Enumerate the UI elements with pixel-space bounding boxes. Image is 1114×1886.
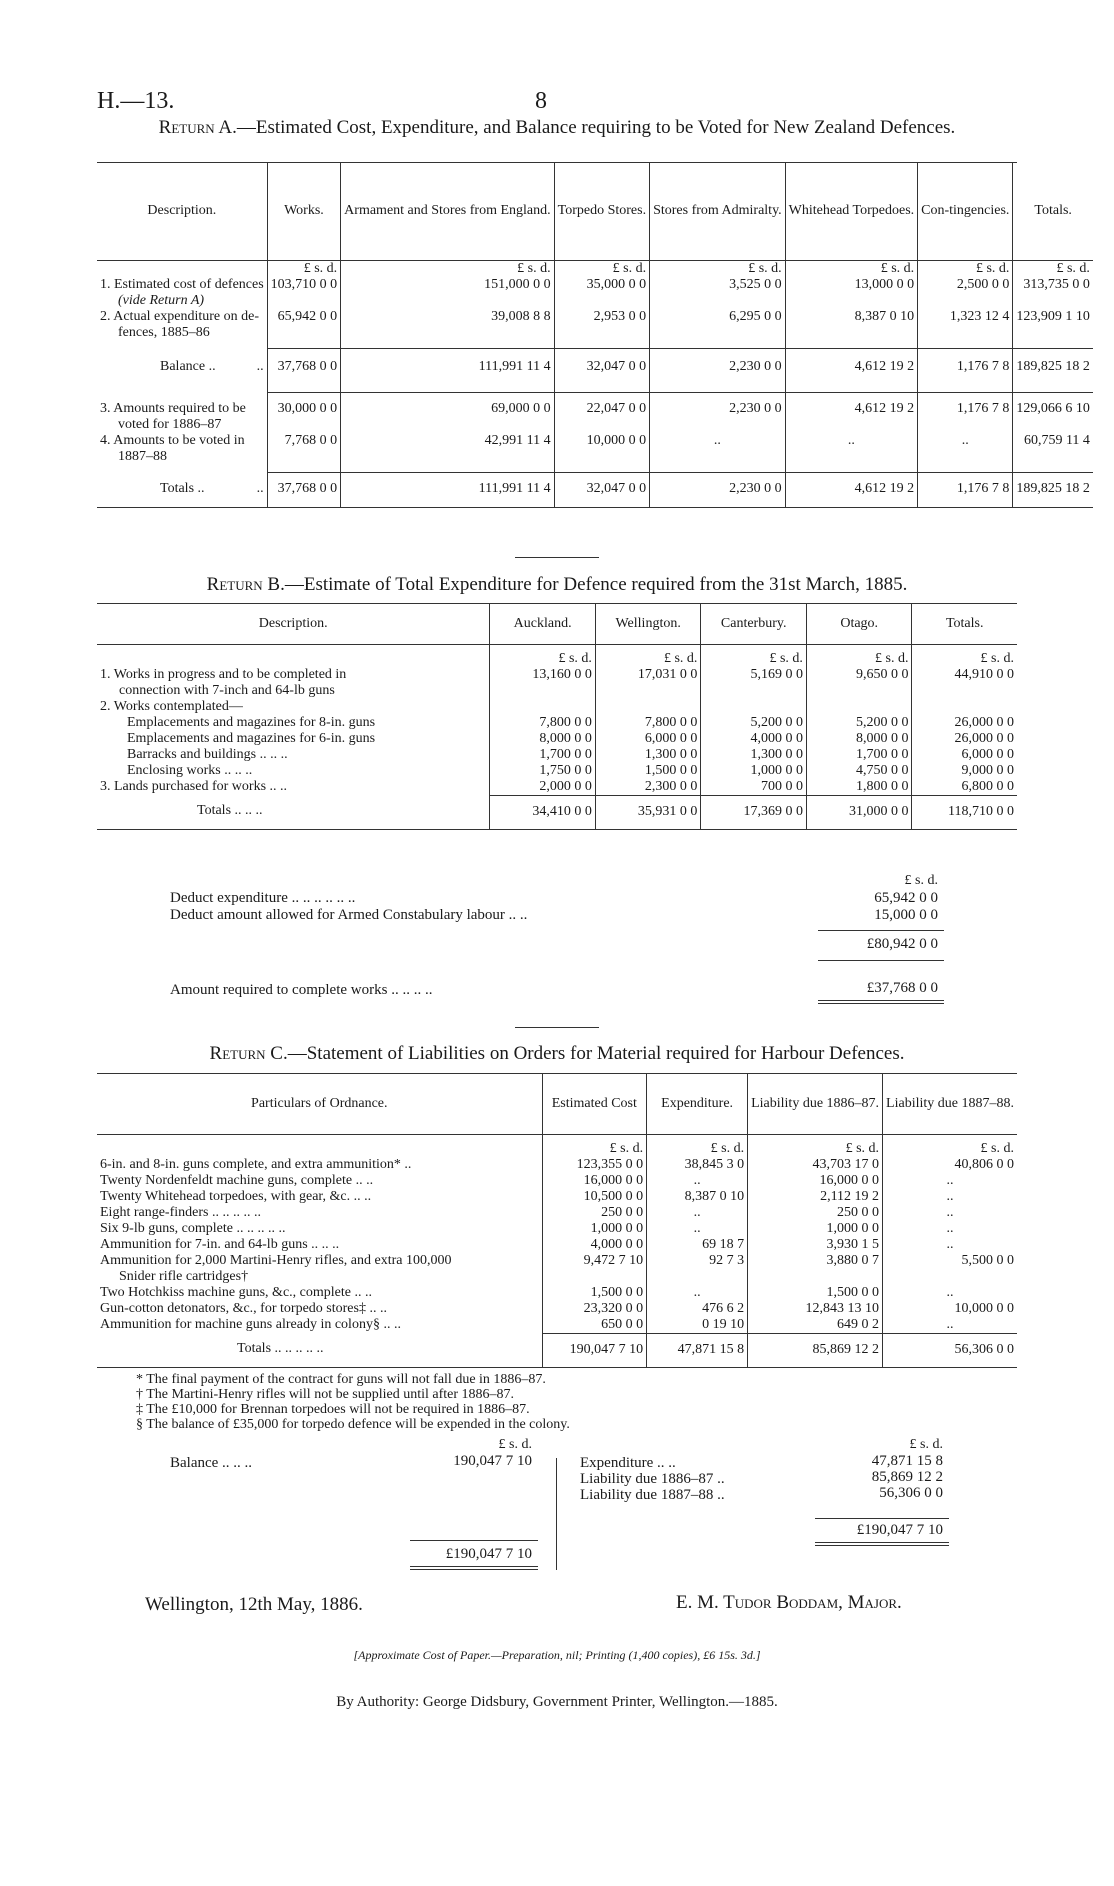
balance-value: 190,047 7 10: [453, 1453, 532, 1469]
balance-label: Balance .. .. ..: [170, 1455, 253, 1471]
deduct-constabulary-label: Deduct amount allowed for Armed Constabulary labour .. ..: [170, 907, 528, 923]
cell: ..: [647, 1205, 748, 1221]
table-row: [97, 1317, 1017, 1334]
table-row: [97, 731, 1017, 747]
page-number: 8: [535, 88, 547, 114]
table-row: [97, 795, 1017, 830]
col-wellington: Wellington.: [595, 604, 701, 644]
place-date: Wellington, 12th May, 1886.: [145, 1594, 363, 1615]
table-row: [97, 433, 1093, 473]
cell: 3,525 0 0: [650, 277, 786, 309]
balance-right-total: £190,047 7 10: [856, 1522, 943, 1538]
cell: 92 7 3: [647, 1253, 748, 1269]
cell: 4,612 19 2: [785, 473, 918, 508]
row-desc: Ammunition for 2,000 Martini-Henry rifles, and extra 100,000: [100, 1252, 452, 1268]
deduct-values: [810, 890, 938, 924]
cell: 35,931 0 0: [595, 795, 701, 830]
footnote: § The balance of £35,000 for torpedo defence will be expended in the colony.: [136, 1417, 570, 1432]
cell: ..: [647, 1285, 748, 1301]
cell: 12,843 13 10: [748, 1301, 883, 1317]
cell: ..: [883, 1205, 1017, 1221]
cell: 23,320 0 0: [542, 1301, 647, 1317]
row-desc: connection with 7-inch and 64-lb guns: [119, 682, 335, 698]
row-desc: Barracks and buildings .. .. ..: [127, 746, 288, 762]
amount-required-value: £37,768 0 0: [866, 980, 938, 996]
row-desc: Six 9-lb guns, complete .. .. .. .. ..: [100, 1220, 286, 1236]
cell: 9,472 7 10: [542, 1253, 647, 1269]
table-row: [97, 1237, 1017, 1253]
table-row: [97, 1253, 1017, 1269]
cell: 118,710 0 0: [912, 795, 1017, 830]
cell: 7,768 0 0: [267, 433, 341, 473]
row-desc: 1. Works in progress and to be completed in: [100, 666, 347, 682]
row-desc: 3. Amounts required to be: [100, 400, 246, 416]
return-a-title: [97, 117, 1017, 138]
units-label: £ s. d.: [748, 1134, 883, 1157]
deduct-expenditure-value: 65,942 0 0: [874, 890, 938, 906]
table-row: [97, 473, 1093, 508]
row-desc: Ammunition for 7-in. and 64-lb guns .. .. ..: [100, 1236, 340, 1252]
return-a-table: [97, 163, 1093, 508]
units-label: £ s. d.: [647, 1134, 748, 1157]
cell: 151,000 0 0: [341, 277, 554, 309]
totals-label: Totals .. .. .. .. ..: [97, 1333, 542, 1368]
cell: 6,295 0 0: [650, 309, 786, 349]
table-row: [97, 1221, 1017, 1237]
balance-item-label: Liability due 1887–88 ..: [580, 1487, 725, 1503]
cell: 250 0 0: [748, 1205, 883, 1221]
table-row: [97, 1285, 1017, 1301]
row-desc-sub: 1887–88: [118, 448, 167, 464]
cell: 43,703 17 0: [748, 1157, 883, 1173]
cell: 2,230 0 0: [650, 393, 786, 433]
cell: 44,910 0 0: [912, 667, 1017, 683]
row-desc: 2. Works contemplated—: [100, 698, 243, 714]
cell: 32,047 0 0: [554, 473, 649, 508]
return-c-title: [97, 1043, 1017, 1064]
cell: ..: [647, 1173, 748, 1189]
cell: 250 0 0: [542, 1205, 647, 1221]
cell: 1,323 12 4: [918, 309, 1013, 349]
cell: 13,160 0 0: [490, 667, 596, 683]
footnotes: [136, 1372, 570, 1432]
cell: 3,880 0 7: [748, 1253, 883, 1269]
return-b-prefix: Return: [206, 574, 263, 595]
col-estimated-cost: Estimated Cost: [542, 1074, 647, 1134]
table-row: [97, 1269, 1017, 1285]
document-code: H.—13.: [97, 88, 175, 114]
col-armament: Armament and Stores from England.: [341, 163, 554, 260]
units-label: £ s. d.: [806, 644, 912, 667]
cell: ..: [650, 433, 786, 473]
cell: 5,200 0 0: [806, 715, 912, 731]
row-desc-sub: fences, 1885–86: [118, 324, 210, 340]
table-row: [97, 1205, 1017, 1221]
units-label: £ s. d.: [595, 644, 701, 667]
table-row: [97, 1157, 1017, 1173]
table-row: [97, 667, 1017, 683]
cell: 8,000 0 0: [490, 731, 596, 747]
cell: 17,369 0 0: [701, 795, 807, 830]
table-row: [97, 393, 1093, 433]
col-whitehead: Whitehead Torpedoes.: [785, 163, 918, 260]
table-row: [97, 683, 1017, 699]
table-row: [97, 349, 1093, 393]
cell: 313,735 0 0: [1013, 277, 1093, 309]
cell: 2,500 0 0: [918, 277, 1013, 309]
balance-left-total: £190,047 7 10: [445, 1546, 532, 1562]
col-canterbury: Canterbury.: [701, 604, 807, 644]
table-row: [97, 747, 1017, 763]
cell: 30,000 0 0: [267, 393, 341, 433]
col-totals: Totals.: [912, 604, 1017, 644]
cell: 69 18 7: [647, 1237, 748, 1253]
col-liability-8687: Liability due 1886–87.: [748, 1074, 883, 1134]
table-row: [97, 1301, 1017, 1317]
cell: 6,000 0 0: [912, 747, 1017, 763]
cell: 111,991 11 4: [341, 349, 554, 393]
return-b-title-text: B.—Estimate of Total Expenditure for Defence required from the 31st March, 1885.: [267, 574, 908, 595]
cell: 1,300 0 0: [595, 747, 701, 763]
cell: 5,169 0 0: [701, 667, 807, 683]
cell: 4,000 0 0: [542, 1237, 647, 1253]
units-label: £ s. d.: [918, 260, 1013, 277]
col-works: Works.: [267, 163, 341, 260]
cell: 111,991 11 4: [341, 473, 554, 508]
balance-divider: [556, 1458, 557, 1570]
cell: 1,500 0 0: [595, 763, 701, 779]
cell: ..: [883, 1221, 1017, 1237]
cell: 123,355 0 0: [542, 1157, 647, 1173]
cell: 37,768 0 0: [267, 349, 341, 393]
row-desc: 1. Estimated cost of defences: [100, 276, 264, 292]
cell: ..: [883, 1189, 1017, 1205]
cell: 56,306 0 0: [883, 1333, 1017, 1368]
cell: 1,176 7 8: [918, 473, 1013, 508]
table-row: [97, 779, 1017, 796]
cell: 189,825 18 2: [1013, 349, 1093, 393]
table-row: [97, 715, 1017, 731]
cell: 4,750 0 0: [806, 763, 912, 779]
return-a-prefix: Return: [158, 117, 215, 138]
cell: 1,176 7 8: [918, 393, 1013, 433]
units-label: £ s. d.: [912, 644, 1017, 667]
balance-units-left: £ s. d.: [498, 1437, 532, 1452]
cell: 650 0 0: [542, 1317, 647, 1334]
row-desc: Snider rifle cartridges†: [119, 1268, 249, 1284]
deduct-subtotal: £80,942 0 0: [866, 936, 938, 952]
col-description: Description.: [97, 604, 490, 644]
return-a-title-text: A.—Estimated Cost, Expenditure, and Balance requiring to be Voted for New Zealand Defences.: [218, 117, 956, 138]
cell: 649 0 2: [748, 1317, 883, 1334]
balance-item-label: Liability due 1886–87 ..: [580, 1471, 725, 1487]
cell: 1,000 0 0: [542, 1221, 647, 1237]
row-desc: 4. Amounts to be voted in: [100, 432, 245, 448]
cell: 1,500 0 0: [542, 1285, 647, 1301]
cell: 103,710 0 0: [267, 277, 341, 309]
cell: 5,200 0 0: [701, 715, 807, 731]
cell: 26,000 0 0: [912, 715, 1017, 731]
col-description: Description.: [97, 163, 267, 260]
col-auckland: Auckland.: [490, 604, 596, 644]
cell: 16,000 0 0: [748, 1173, 883, 1189]
cell: 1,750 0 0: [490, 763, 596, 779]
row-desc: Totals ..: [160, 480, 205, 496]
cell: ..: [883, 1237, 1017, 1253]
units-label: £ s. d.: [1013, 260, 1093, 277]
cell: 2,000 0 0: [490, 779, 596, 796]
row-desc: Twenty Whitehead torpedoes, with gear, &c. .. ..: [100, 1188, 372, 1204]
deduct-labels: [170, 890, 527, 924]
cell: 2,230 0 0: [650, 473, 786, 508]
cell: 22,047 0 0: [554, 393, 649, 433]
cell: 85,869 12 2: [748, 1333, 883, 1368]
deduct-expenditure-label: Deduct expenditure .. .. .. .. .. ..: [170, 890, 356, 906]
cell: ..: [785, 433, 918, 473]
totals-label: Totals .. .. ..: [97, 795, 490, 830]
row-desc: Balance ..: [160, 358, 216, 374]
cell: 35,000 0 0: [554, 277, 649, 309]
units-label: £ s. d.: [883, 1134, 1017, 1157]
cell: 6,000 0 0: [595, 731, 701, 747]
cell: 6,800 0 0: [912, 779, 1017, 796]
cell: 47,871 15 8: [647, 1333, 748, 1368]
cell: 60,759 11 4: [1013, 433, 1093, 473]
balance-units-right: £ s. d.: [909, 1437, 943, 1452]
cell: ..: [883, 1285, 1017, 1301]
cell: ..: [883, 1317, 1017, 1334]
footnote: * The final payment of the contract for guns will not fall due in 1886–87.: [136, 1372, 546, 1387]
units-label: £ s. d.: [490, 644, 596, 667]
cell: 10,000 0 0: [883, 1301, 1017, 1317]
table-row: [97, 1189, 1017, 1205]
signature: E. M. Tudor Boddam, Major.: [676, 1592, 902, 1613]
cell: 4,612 19 2: [785, 349, 918, 393]
balance-item-label: Expenditure .. ..: [580, 1455, 676, 1471]
cell: 8,387 0 10: [785, 309, 918, 349]
footnote: † The Martini-Henry rifles will not be supplied until after 1886–87.: [136, 1387, 515, 1402]
balance-item-value: 47,871 15 8: [871, 1453, 943, 1469]
cell: 1,800 0 0: [806, 779, 912, 796]
cell: 40,806 0 0: [883, 1157, 1017, 1173]
cell: 32,047 0 0: [554, 349, 649, 393]
units-label: £ s. d.: [267, 260, 341, 277]
row-desc: Two Hotchkiss machine guns, &c., complete .. ..: [100, 1284, 372, 1300]
cell: ..: [883, 1173, 1017, 1189]
units-label: £ s. d.: [701, 644, 807, 667]
table-row: [97, 1333, 1017, 1368]
cell: 129,066 6 10: [1013, 393, 1093, 433]
col-particulars: Particulars of Ordnance.: [97, 1074, 542, 1134]
row-desc: 2. Actual expenditure on de-: [100, 308, 260, 324]
cell: 7,800 0 0: [490, 715, 596, 731]
footnote: ‡ The £10,000 for Brennan torpedoes will not be required in 1886–87.: [136, 1402, 530, 1417]
cell: 37,768 0 0: [267, 473, 341, 508]
row-desc: Ammunition for machine guns already in colony§ .. ..: [100, 1316, 401, 1332]
col-liability-8788: Liability due 1887–88.: [883, 1074, 1017, 1134]
balance-item-value: 85,869 12 2: [871, 1469, 943, 1485]
cell: 9,000 0 0: [912, 763, 1017, 779]
cell: 26,000 0 0: [912, 731, 1017, 747]
cell: 7,800 0 0: [595, 715, 701, 731]
return-b-title: [97, 574, 1017, 595]
cell: 1,000 0 0: [748, 1221, 883, 1237]
balance-right-labels: [580, 1455, 725, 1503]
table-row: [97, 309, 1093, 349]
units-label: £ s. d.: [554, 260, 649, 277]
cell: 1,700 0 0: [490, 747, 596, 763]
cell: ..: [647, 1221, 748, 1237]
cell: 3,930 1 5: [748, 1237, 883, 1253]
cell: 189,825 18 2: [1013, 473, 1093, 508]
units-label: £ s. d.: [650, 260, 786, 277]
units-label: £ s. d.: [341, 260, 554, 277]
cell: 42,991 11 4: [341, 433, 554, 473]
cell: 1,300 0 0: [701, 747, 807, 763]
balance-right-values: [815, 1453, 943, 1501]
table-row: [97, 763, 1017, 779]
col-expenditure: Expenditure.: [647, 1074, 748, 1134]
row-desc: Eight range-finders .. .. .. .. ..: [100, 1204, 261, 1220]
row-desc: Emplacements and magazines for 8-in. guns: [127, 714, 376, 730]
cell: 123,909 1 10: [1013, 309, 1093, 349]
cell: 17,031 0 0: [595, 667, 701, 683]
cell: 10,500 0 0: [542, 1189, 647, 1205]
col-otago: Otago.: [806, 604, 912, 644]
table-row: [97, 1173, 1017, 1189]
deduct-constabulary-value: 15,000 0 0: [874, 907, 938, 923]
cell: 2,230 0 0: [650, 349, 786, 393]
row-desc: 3. Lands purchased for works .. ..: [100, 778, 288, 794]
balance-item-value: 56,306 0 0: [879, 1485, 943, 1501]
cell: 0 19 10: [647, 1317, 748, 1334]
row-desc-sub: voted for 1886–87: [118, 416, 222, 432]
units-label: £ s. d.: [785, 260, 918, 277]
cell: 2,953 0 0: [554, 309, 649, 349]
row-desc: Emplacements and magazines for 6-in. guns: [127, 730, 376, 746]
row-desc: Gun-cotton detonators, &c., for torpedo stores‡ .. ..: [100, 1300, 387, 1316]
table-row: [97, 699, 1017, 715]
cell: 69,000 0 0: [341, 393, 554, 433]
return-c-prefix: Return: [209, 1043, 266, 1064]
cell: 4,000 0 0: [701, 731, 807, 747]
cell: 2,300 0 0: [595, 779, 701, 796]
deduct-units: £ s. d.: [904, 873, 938, 888]
cell: 9,650 0 0: [806, 667, 912, 683]
cell: 1,500 0 0: [748, 1285, 883, 1301]
col-torpedo: Torpedo Stores.: [554, 163, 649, 260]
return-c-title-text: C.—Statement of Liabilities on Orders for Material required for Harbour Defences.: [270, 1043, 905, 1064]
return-b-table: [97, 604, 1017, 830]
cost-note: [Approximate Cost of Paper.—Preparation, nil; Printing (1,400 copies), £6 15s. 3d.]: [353, 1648, 761, 1662]
cell: 8,387 0 10: [647, 1189, 748, 1205]
cell: 1,000 0 0: [701, 763, 807, 779]
cell: 5,500 0 0: [883, 1253, 1017, 1269]
separator: [515, 557, 599, 558]
cell: 10,000 0 0: [554, 433, 649, 473]
cell: 16,000 0 0: [542, 1173, 647, 1189]
amount-required-label: Amount required to complete works .. .. .. ..: [170, 982, 433, 998]
cell: 13,000 0 0: [785, 277, 918, 309]
cell: 38,845 3 0: [647, 1157, 748, 1173]
cell: 700 0 0: [701, 779, 807, 796]
cell: 4,612 19 2: [785, 393, 918, 433]
cell: 476 6 2: [647, 1301, 748, 1317]
cell: 31,000 0 0: [806, 795, 912, 830]
cell: 190,047 7 10: [542, 1333, 647, 1368]
units-label: £ s. d.: [542, 1134, 647, 1157]
col-totals: Totals.: [1013, 163, 1093, 260]
col-admiralty: Stores from Admiralty.: [650, 163, 786, 260]
cell: 1,700 0 0: [806, 747, 912, 763]
cell: 8,000 0 0: [806, 731, 912, 747]
row-desc: Enclosing works .. .. ..: [127, 762, 253, 778]
cell: 1,176 7 8: [918, 349, 1013, 393]
cell: 39,008 8 8: [341, 309, 554, 349]
col-contingencies: Con-tingencies.: [918, 163, 1013, 260]
row-desc-sub: ..: [256, 480, 264, 496]
cell: 2,112 19 2: [748, 1189, 883, 1205]
row-desc: Twenty Nordenfeldt machine guns, complete .. ..: [100, 1172, 374, 1188]
cell: 34,410 0 0: [490, 795, 596, 830]
row-desc-sub: ..: [256, 358, 264, 374]
cell: 65,942 0 0: [267, 309, 341, 349]
return-c-table: [97, 1074, 1017, 1368]
separator: [515, 1027, 599, 1028]
printer-imprint: By Authority: George Didsbury, Government Printer, Wellington.—1885.: [336, 1694, 778, 1710]
cell: ..: [918, 433, 1013, 473]
row-desc-sub: (vide Return A): [118, 292, 205, 308]
table-row: [97, 277, 1093, 309]
row-desc: 6-in. and 8-in. guns complete, and extra ammunition* ..: [100, 1156, 412, 1172]
